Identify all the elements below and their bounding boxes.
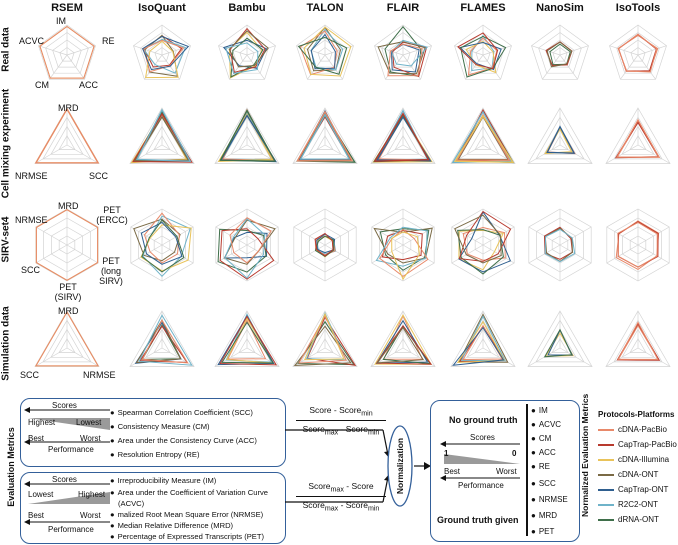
axis-label-nrmse: NRMSE — [15, 215, 48, 225]
axis-label-pet-ercc: PET (ERCC) — [96, 205, 128, 225]
normalized-metric: ● MRD — [531, 511, 557, 520]
normalized-metric: ● NRMSE — [531, 495, 568, 504]
best-label: Best — [28, 511, 45, 520]
lowest-label: Lowest — [28, 490, 54, 499]
method-header-rsem: RSEM — [51, 2, 83, 14]
method-header-isotools: IsoTools — [615, 2, 661, 14]
normalized-metric: ● ACVC — [531, 420, 561, 429]
formula-bottom: Score$_{max}$ - Score Score$_{max}$ - Score$_{min}$ — [296, 481, 386, 512]
axis-label-im: IM — [56, 16, 66, 26]
axis-label-mrd: MRD — [58, 306, 79, 316]
radar-plot — [606, 311, 670, 367]
radar-plot — [35, 311, 99, 367]
normalized-metric: ● ACC — [531, 448, 556, 457]
radar-plot — [606, 108, 670, 164]
ground-truth-label: Ground truth given — [437, 515, 519, 525]
radar-plot — [607, 209, 669, 281]
performance-label: Performance — [48, 525, 94, 534]
radar-plot — [371, 108, 435, 164]
scores-label: Scores — [52, 475, 77, 484]
radar-plot — [372, 209, 434, 281]
evaluation-metrics-title: Evaluation Metrics — [6, 427, 16, 507]
axis-label-re: RE — [102, 36, 115, 46]
legend-item — [598, 500, 658, 509]
axis-label-acc: ACC — [79, 80, 99, 90]
legend-swatch — [598, 444, 614, 446]
radar-plot — [528, 108, 592, 164]
scores-label: Scores — [52, 401, 77, 410]
radar-plot — [451, 311, 515, 367]
radar-plot — [39, 25, 96, 79]
normalization-label: Normalization — [395, 437, 405, 495]
metric-item: ● Area under the Consistency Curve (ACC) — [110, 436, 257, 445]
radar-plot — [219, 25, 276, 79]
axis-label-pet-sirv: PET (SIRV) — [54, 282, 82, 302]
axis-label-nrmse: NRMSE — [15, 171, 48, 181]
axis-label-cm: CM — [35, 80, 49, 90]
worst-label: Worst — [80, 511, 101, 520]
list-divider — [526, 404, 528, 536]
legend-item — [598, 470, 658, 479]
radar-plot — [528, 311, 592, 367]
legend-swatch — [598, 489, 614, 491]
radar-plot — [610, 25, 667, 79]
legend-swatch — [598, 519, 614, 521]
performance-label: Performance — [48, 445, 94, 454]
method-header-nanosim: NanoSim — [536, 2, 584, 14]
protocol-profile — [374, 116, 432, 162]
method-header-isoquant: IsoQuant — [138, 2, 186, 14]
normalized-metric: ● PET — [531, 527, 554, 536]
legend-swatch — [598, 474, 614, 476]
metric-item-continued: (ACVC) — [118, 499, 145, 508]
row-label: SIRV-set4 — [0, 216, 12, 263]
legend-label: cDNA-PacBio — [618, 425, 667, 434]
axis-label-scc: SCC — [20, 370, 40, 380]
radar-plot — [130, 311, 194, 367]
formula-top: Score - Score$_{min}$ Score$_{max}$ - Score$_{min}$ — [296, 405, 386, 436]
radar-plot — [130, 108, 194, 164]
legend-swatch — [598, 459, 614, 461]
legend-label: R2C2-ONT — [618, 500, 659, 509]
performance-label: Performance — [458, 481, 504, 490]
radar-plot — [293, 108, 357, 164]
row-label: Cell mixing experiment — [0, 88, 12, 199]
legend-item — [598, 425, 667, 434]
radar-plot — [451, 108, 515, 164]
score-one: 1 — [444, 449, 449, 458]
metric-item: ● Resolution Entropy (RE) — [110, 450, 199, 459]
radar-plot — [215, 311, 279, 367]
metric-item: ● Consistency Measure (CM) — [110, 422, 210, 431]
legend-label: CapTrap-ONT — [618, 485, 669, 494]
legend-item — [598, 455, 669, 464]
axis-label-acvc: ACVC — [19, 36, 45, 46]
normalized-metrics-title: Normalized Evaluation Metrics — [580, 393, 590, 517]
axis-label-scc: SCC — [89, 171, 109, 181]
radar-plot — [452, 209, 514, 281]
metric-item: ● Percentage of Expressed Transcripts (PET) — [110, 532, 264, 541]
radar-plot — [134, 25, 191, 79]
metric-item: ● Irreproducibility Measure (IM) — [110, 476, 216, 485]
radar-plot — [455, 25, 512, 79]
normalized-metric: ● RE — [531, 462, 550, 471]
normalized-metric: ● IM — [531, 406, 548, 415]
protocol-profile — [459, 212, 511, 272]
legend-label: dRNA-ONT — [618, 515, 659, 524]
normalized-metric: ● CM — [531, 434, 551, 443]
method-header-bambu: Bambu — [228, 2, 266, 14]
metric-item: ● Area under the Coefficient of Variation Curve — [110, 488, 268, 497]
radar-plot — [294, 209, 356, 281]
legend-item — [598, 485, 668, 494]
radar-plot — [35, 108, 99, 164]
worst-label: Worst — [80, 434, 101, 443]
protocol-profile — [133, 114, 191, 162]
radar-plot — [131, 209, 193, 281]
radar-plot — [293, 311, 357, 367]
radar-plot — [371, 311, 435, 367]
radar-plot — [532, 25, 589, 79]
method-header-flair: FLAIR — [386, 2, 420, 14]
worst-label: Worst — [496, 467, 517, 476]
axis-label-mrd: MRD — [58, 201, 79, 211]
legend-title: Protocols-Platforms — [598, 410, 675, 419]
metric-item: ● malized Root Mean Square Error (NRMSE) — [110, 510, 263, 519]
axis-label-nrmse: NRMSE — [83, 370, 116, 380]
legend-swatch — [598, 504, 614, 506]
legend-swatch — [598, 429, 614, 431]
protocol-profile — [455, 116, 513, 162]
axis-label-pet-long-sirv: PET (long SIRV) — [99, 256, 123, 286]
scores-label: Scores — [470, 433, 495, 442]
radar-plot — [375, 25, 432, 79]
radar-plot — [215, 108, 279, 164]
highest-label: Highest — [28, 418, 56, 427]
metric-item: ● Median Relative Difference (MRD) — [110, 521, 233, 530]
radar-plot — [297, 25, 354, 79]
legend-label: cDNA-ONT — [618, 470, 659, 479]
axis-label-scc: SCC — [21, 265, 41, 275]
legend-item — [598, 515, 659, 524]
method-header-flames: FLAMES — [460, 2, 506, 14]
no-ground-truth-label: No ground truth — [449, 415, 518, 425]
legend-item — [598, 440, 677, 449]
legend-label: cDNA-Illumina — [618, 455, 670, 464]
score-zero: 0 — [512, 449, 517, 458]
metric-item: ● Spearman Correlation Coefficient (SCC) — [110, 408, 253, 417]
highest-label: Highest — [78, 490, 106, 499]
axis-label-mrd: MRD — [58, 103, 79, 113]
row-label: Simulation data — [0, 306, 12, 381]
best-label: Best — [444, 467, 461, 476]
method-header-talon: TALON — [306, 2, 344, 14]
lowest-label: Lowest — [76, 418, 102, 427]
normalized-metric: ● SCC — [531, 479, 556, 488]
row-label: Real data — [0, 27, 12, 72]
radar-plot — [216, 209, 278, 281]
legend-label: CapTrap-PacBio — [618, 440, 677, 449]
radar-plot — [529, 209, 591, 281]
best-label: Best — [28, 434, 45, 443]
